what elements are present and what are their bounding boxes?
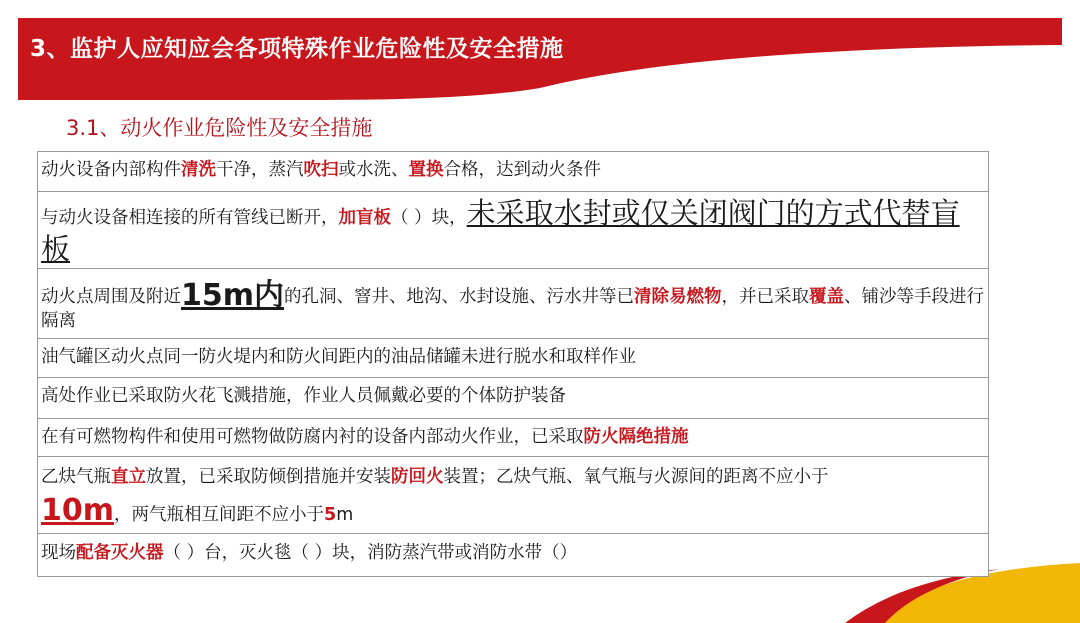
keyword-remove-combustibles: 清除易燃物 [634,287,722,307]
table-row: 动火设备内部构件清洗干净，蒸汽吹扫或水洗、置换合格，达到动火条件 [38,152,988,192]
keyword-blind-plate: 加盲板 [338,208,391,228]
emphasis-distance: 15m内 [181,278,285,313]
table-row: 油气罐区动火点同一防火堤内和防火间距内的油品储罐未进行脱水和取样作业 [38,339,988,378]
emphasis-distance: 10m [41,492,115,528]
keyword-fire-isolation: 防火隔绝措施 [583,427,689,447]
table-row: 与动火设备相连接的所有管线已断开，加盲板（ ）块，未采取水封或仅关闭阀门的方式代替盲板 [38,192,988,269]
section-subtitle: 3.1、动火作业危险性及安全措施 [66,116,373,140]
keyword-replace: 置换 [408,160,444,180]
table-row: 高处作业已采取防火花飞溅措施，作业人员佩戴必要的个体防护装备 [38,378,988,419]
emphasis-text: 未采取水封或仅关闭阀门的方式代替盲板 [41,196,960,267]
page-title: 3、监护人应知应会各项特殊作业危险性及安全措施 [30,36,564,62]
table-row: 在有可燃物构件和使用可燃物做防腐内衬的设备内部动火作业，已采取防火隔绝措施 [38,419,988,457]
keyword-flashback: 防回火 [391,467,444,487]
safety-measures-table [37,151,989,577]
table-row: 动火点周围及附近15m内的孔洞、窨井、地沟、水封设施、污水井等已清除易燃物，并已采取覆盖、铺沙等手段进行隔离 [38,269,988,339]
emphasis-number: 5 [324,504,337,525]
table-row: 现场配备灭火器（ ）台，灭火毯（ ）块，消防蒸汽带或消防水带（） [38,534,988,577]
keyword-upright: 直立 [111,467,146,487]
keyword-cover: 覆盖 [809,287,845,307]
table-row: 乙炔气瓶直立放置，已采取防倾倒措施并安装防回火装置；乙炔气瓶、氧气瓶与火源间的距离不应小于 10m，两气瓶相互间距不应小于5m [38,457,988,534]
keyword-clean: 清洗 [181,160,216,180]
keyword-extinguisher: 配备灭火器 [76,543,164,563]
keyword-purge: 吹扫 [303,160,339,180]
